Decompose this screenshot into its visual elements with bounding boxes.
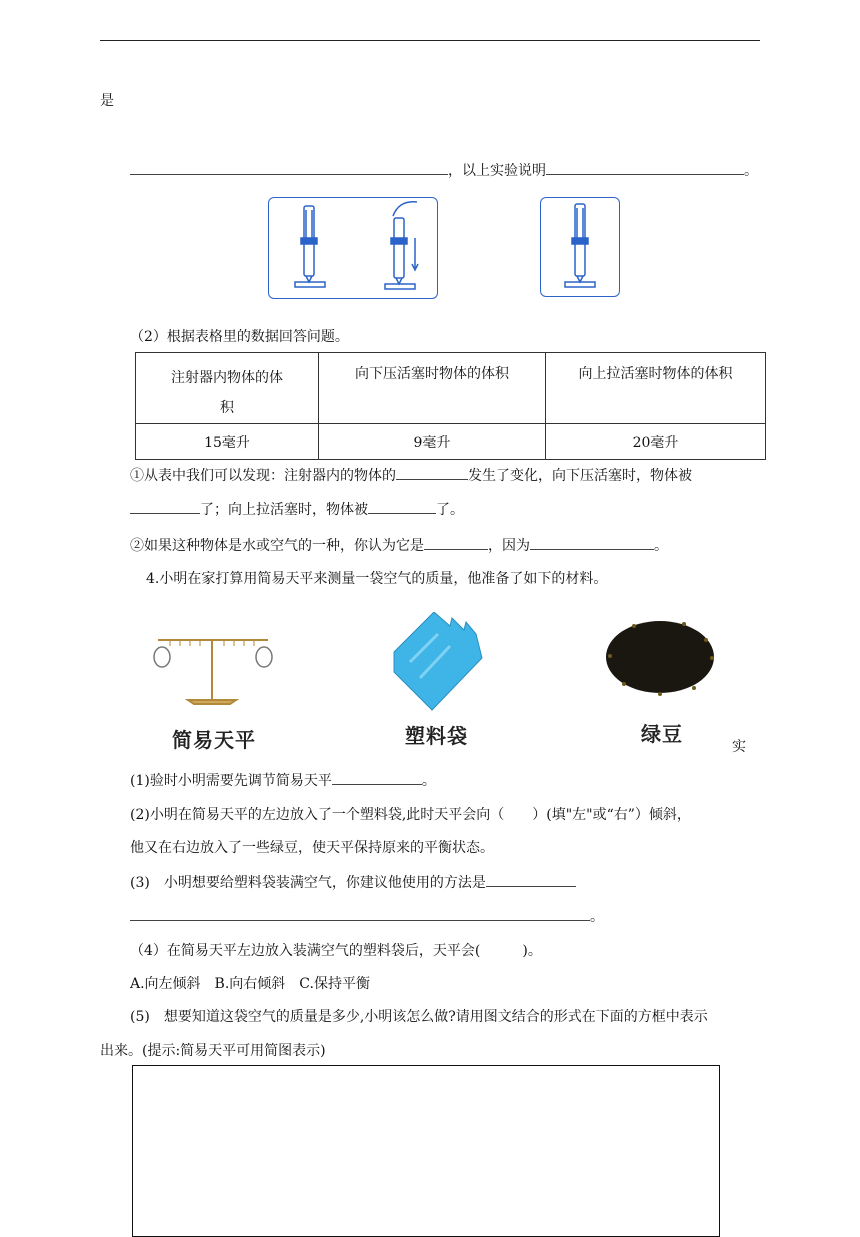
answer-box[interactable]: [132, 1065, 720, 1237]
q2-statement-1-cont: 了；向上拉活塞时，物体被 了。: [130, 499, 464, 519]
balance-icon: [150, 630, 275, 720]
blank-5[interactable]: [368, 499, 436, 514]
blank-2[interactable]: [546, 160, 744, 175]
header-rule: [100, 40, 760, 41]
mung-bean-icon: [604, 618, 716, 696]
q1-end-text: 。: [744, 163, 758, 179]
syringe-press-icon: [269, 198, 437, 298]
table-cell-1: 9毫升: [319, 424, 546, 460]
shi-char: 实: [732, 739, 746, 755]
table-cell-0: 15毫升: [136, 424, 319, 460]
caption-balance: 简易天平: [172, 728, 256, 752]
table-cell-2: 20毫升: [546, 424, 766, 460]
intro-char: 是: [100, 93, 114, 109]
q4-part-4: （4）在简易天平左边放入装满空气的塑料袋后，天平会( )。: [130, 943, 542, 959]
q4-part-2-cont: 他又在右边放入了一些绿豆，使天平保持原来的平衡状态。: [130, 840, 494, 856]
q4-part-2: (2)小明在简易天平的左边放入了一个塑料袋,此时天平会向（ ）(填"左"或“右”）倾斜，: [130, 807, 691, 823]
q4-part-3: (3) 小明想要给塑料袋装满空气，你建议他使用的方法是: [130, 872, 576, 892]
q4-part-5-cont: 出来。(提示:简易天平可用简图表示): [100, 1043, 326, 1059]
q2-statement-2: ②如果这种物体是水或空气的一种，你认为它是 ，因为 。: [130, 535, 668, 555]
syringe-figure-right: [540, 197, 620, 297]
q1-conclusion-line: [130, 160, 758, 180]
caption-bag: 塑料袋: [405, 724, 468, 748]
table-header-0: 注射器内物体的体 积: [136, 353, 319, 424]
plastic-bag-icon: [390, 612, 490, 712]
blank-6[interactable]: [424, 535, 488, 550]
blank-4[interactable]: [130, 499, 200, 514]
q4-part-3-cont: 。: [130, 906, 604, 926]
q4-options: A.向左倾斜 B.向右倾斜 C.保持平衡: [130, 976, 370, 992]
blank-3[interactable]: [396, 465, 468, 480]
syringe-figure-left: [268, 197, 438, 299]
q4-stem: 4.小明在家打算用简易天平来测量一袋空气的质量，他准备了如下的材料。: [146, 571, 608, 587]
syringe-pull-icon: [541, 198, 619, 296]
q4-part-1: (1)验时小明需要先调节简易天平 。: [130, 770, 436, 790]
data-table: [135, 352, 766, 460]
blank-10[interactable]: [130, 906, 590, 921]
q2-statement-1: ①从表中我们可以发现：注射器内的物体的 发生了变化，向下压活塞时，物体被: [130, 465, 692, 485]
q1-mid-text: ，以上实验说明: [448, 163, 546, 179]
q2-heading: （2）根据表格里的数据回答问题。: [130, 329, 349, 345]
table-header-2: 向上拉活塞时物体的体积: [546, 353, 766, 424]
blank-8[interactable]: [332, 770, 422, 785]
blank-7[interactable]: [530, 535, 654, 550]
blank-9[interactable]: [486, 872, 576, 887]
caption-beans: 绿豆: [641, 722, 683, 746]
q4-part-5: (5) 想要知道这袋空气的质量是多少,小明该怎么做?请用图文结合的形式在下面的方框中表示: [130, 1009, 708, 1025]
balance-image: [150, 630, 275, 720]
table-header-1: 向下压活塞时物体的体积: [319, 353, 546, 424]
blank-1[interactable]: [130, 160, 448, 175]
plastic-bag-image: [390, 612, 490, 712]
mung-bean-image: [604, 618, 716, 696]
